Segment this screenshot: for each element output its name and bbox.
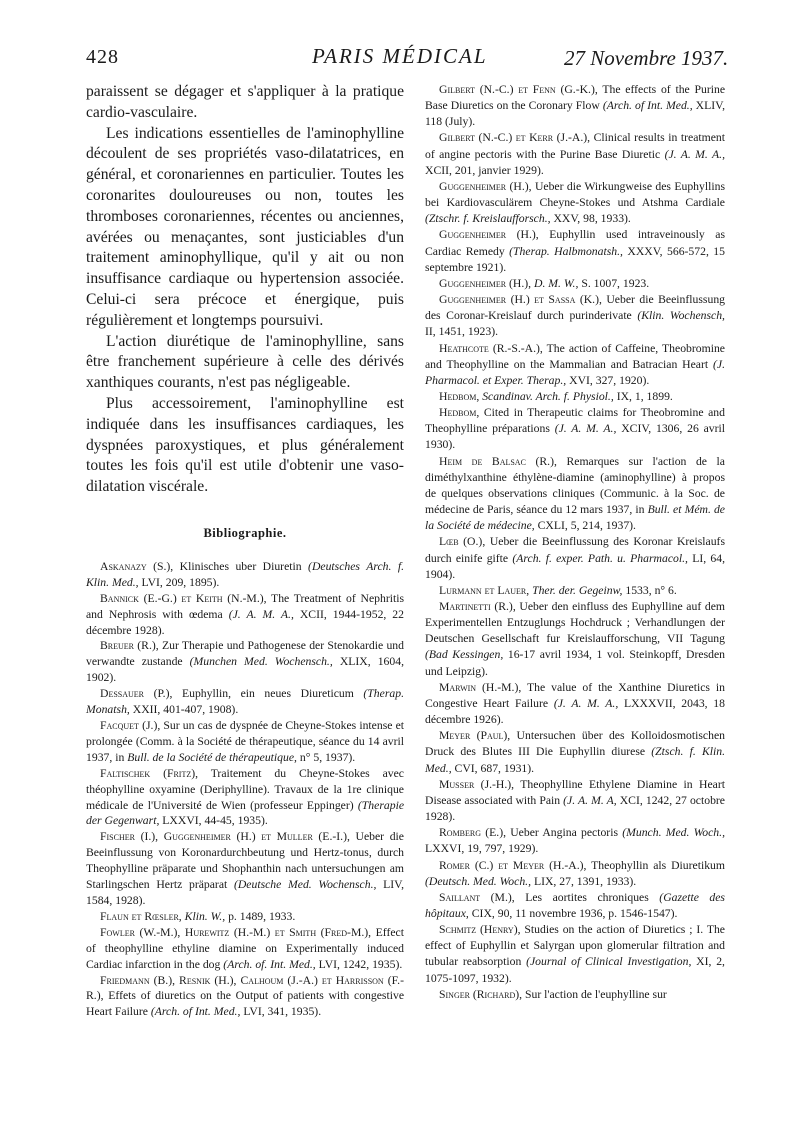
reference-text: Ueber die Wirkungweise des Euphyllins bei Kardiovasculärem Cheyne-Stokes und Atshma Cardiale bbox=[425, 179, 725, 210]
reference-entry bbox=[86, 686, 404, 718]
reference-author: Heathcote (R.-S.-A.), bbox=[439, 341, 543, 355]
reference-entry bbox=[425, 341, 725, 389]
reference-details: XXV, 98, 1933). bbox=[550, 212, 631, 226]
reference-text: Klinisches uber Diuretin bbox=[173, 559, 309, 573]
reference-text: The action of Caffeine, Theobromine and Theophylline on the Mammalian and Batracian Heart bbox=[425, 341, 725, 371]
reference-entry bbox=[425, 454, 725, 535]
reference-text: Traitement du Cheyne-Stokes avec théophylline oxyamine (Deriphylline). Travaux de la 1re clinique médicale de l'Université de Wien (professeur Eppinger) bbox=[86, 766, 404, 812]
body-paragraph: Plus accessoirement, l'aminophylline est indiquée dans les insuffisances cardiaques, les dyspnées paroxystiques, et plus généralement toutes les fois qu'il est utile d'obtenir une vaso-dilatation viscérale. bbox=[86, 394, 404, 496]
reference-source: (J. A. M. A, bbox=[563, 793, 617, 807]
reference-entry bbox=[425, 130, 725, 178]
reference-entry bbox=[425, 405, 725, 453]
reference-list-right bbox=[425, 82, 725, 1003]
reference-details: LIX, 27, 1391, 1933). bbox=[531, 874, 637, 888]
reference-source: (Bad Kessingen, bbox=[425, 648, 504, 662]
reference-author: Heim de Balsac (R.), bbox=[439, 454, 557, 468]
reference-source: Klin. W., bbox=[184, 909, 226, 923]
reference-details: LXXXVII, 2043, 18 décembre 1926). bbox=[425, 696, 725, 727]
bibliography-heading: Bibliographie. bbox=[203, 525, 287, 540]
reference-text: Euphyllin used intraveinously as Cardiac Remedy bbox=[425, 228, 726, 258]
reference-details: XCI, 1242, 27 octobre 1928). bbox=[425, 793, 725, 824]
reference-source: Ther. der. Gegeinw, bbox=[532, 583, 623, 597]
reference-entry bbox=[425, 890, 725, 922]
reference-author: Marwin (H.-M.), bbox=[439, 680, 522, 694]
reference-text: Ueber die Beeinflussung des Koronar Kreislaufs durch einife gifte bbox=[425, 535, 725, 565]
reference-entry bbox=[425, 599, 725, 680]
reference-source: (Munchen Med. Wochensch., bbox=[189, 655, 333, 669]
reference-text: Cited in Therapeutic claims for Theobromine and Theophylline préparations bbox=[425, 406, 725, 436]
reference-entry bbox=[86, 559, 404, 591]
reference-text: Ueber die Beeinflussung von Koronardurchbeutung und Hertz-tonus, durch Theophylline präparate und Shophanthin nach untersuchungen am Starlingschen Hertz präparat bbox=[86, 830, 404, 892]
reference-author: Guggenheimer (H.) et Sassa (K.), bbox=[439, 293, 602, 307]
reference-author: Guggenheimer (H.), bbox=[439, 228, 539, 242]
reference-source: (Deutsches Arch. f. Klin. Med., bbox=[86, 559, 405, 589]
reference-text: Euphyllin, ein neues Diureticum bbox=[172, 687, 364, 701]
reference-source: (Arch. of. Int. Med., bbox=[223, 957, 316, 971]
reference-text: Ueber die Beeinflussung des Coronar-Kreislauf durch purinderivate bbox=[425, 293, 726, 323]
body-paragraph: L'action diurétique de l'aminophylline, sans être franchement supérieure à celle des dérivés xanthiques courants, n'est pas négligeable. bbox=[86, 332, 404, 392]
reference-source: (Therapie der Gegenwart, bbox=[86, 798, 404, 828]
reference-source: (Deutsch. Med. Woch., bbox=[425, 874, 532, 888]
reference-source: (Therap. Halbmonatsh., bbox=[509, 244, 623, 258]
reference-author: Gilbert (N.-C.) et Kerr (J.-A.), bbox=[439, 131, 591, 145]
reference-entry bbox=[425, 987, 725, 1003]
reference-text: Zur Therapie und Pathogenese der Stenokardie und verwandte zustande bbox=[86, 639, 404, 669]
reference-author: Saillant (M.), bbox=[439, 890, 515, 904]
reference-details: 16-17 avril 1934, 1 vol. Steinkopff, Dresden und Leipzig). bbox=[425, 648, 725, 678]
reference-details: LIV, 1584, 1928). bbox=[86, 878, 405, 907]
reference-entry bbox=[425, 227, 725, 275]
reference-details: CVI, 687, 1931). bbox=[451, 761, 535, 775]
reference-text: Clinical results in treatment of angine pectoris with the Purine Base Diuretic bbox=[425, 131, 725, 161]
reference-details: II, 1451, 1923). bbox=[425, 325, 499, 339]
reference-source: (J. A. M. A., bbox=[228, 607, 294, 621]
reference-details: CXLI, 5, 214, 1937). bbox=[534, 519, 636, 533]
issue-date: 27 Novembre 1937. bbox=[564, 46, 729, 70]
reference-text: Les aortites chroniques bbox=[514, 890, 660, 904]
reference-entry bbox=[86, 973, 404, 1021]
reference-details: IX, 1, 1899. bbox=[613, 389, 673, 403]
reference-text: The value of the Xanthine Diuretics in Congestive Heart Failure bbox=[425, 680, 725, 710]
reference-source: (Arch. of Int. Med., bbox=[150, 1005, 241, 1019]
reference-details: LVI, 1242, 1935). bbox=[315, 957, 403, 971]
reference-author: Fowler (W.-M.), Hurewitz (H.-M.) et Smith (Fred-M.), bbox=[100, 925, 372, 939]
reference-entry bbox=[425, 825, 725, 857]
reference-details: LVI, 209, 1895). bbox=[138, 575, 220, 589]
reference-author: Meyer (Paul), bbox=[439, 729, 511, 743]
reference-text: Theophylline Ethylene Diamine in Heart Disease associated with Pain bbox=[425, 777, 725, 807]
reference-entry bbox=[425, 858, 725, 890]
reference-text: Untersuchen über des Kolloidosmotischen Druck des Blutes III Die Euphyllin diurese bbox=[425, 729, 725, 759]
reference-author: Fischer (I.), Guggenheimer (H.) et Muller (E.-I.), bbox=[100, 830, 350, 844]
reference-source: (Ztschr. f. Kreislaufforsch., bbox=[425, 212, 551, 226]
reference-source: (J. A. M. A., bbox=[553, 696, 619, 710]
reference-source: (Journal of Clinical Investigation, bbox=[526, 955, 692, 969]
reference-source: (Arch. of Int. Med., bbox=[602, 99, 693, 113]
reference-source: (Ztsch. f. Klin. Med., bbox=[425, 745, 725, 775]
reference-entry bbox=[425, 82, 725, 130]
reference-author: Friedmann (B.), Resnik (H.), Calhoum (J.-A.) et Harrisson (F.-R.), bbox=[86, 973, 404, 1003]
reference-text: Studies on the action of Diuretics ; I. The effect of Euphyllin et Salyrgan upon glomerular filtration and tubular reabsorption bbox=[425, 923, 725, 969]
reference-author: Romer (C.) et Meyer (H.-A.), bbox=[439, 858, 587, 872]
reference-author: Bannick (E.-G.) et Keith (N.-M.), bbox=[100, 591, 267, 605]
article-body bbox=[86, 82, 404, 498]
reference-entry bbox=[425, 583, 725, 599]
reference-author: Hedbom, bbox=[439, 389, 480, 403]
reference-entry bbox=[425, 534, 725, 582]
reference-entry bbox=[425, 728, 725, 776]
reference-details: p. 1489, 1933. bbox=[225, 909, 296, 923]
reference-details: LVI, 341, 1935). bbox=[240, 1005, 322, 1019]
body-paragraph: Les indications essentielles de l'aminophylline découlent de ses propriétés vaso-dilatatrices, en général, et coronariennes en particulier. Toutes les coronarites douloureuses ou non, toutes les thromboses coronariennes, récentes ou anciennes, avérées ou menaçantes, sont justiciables d'un traitement aminophyllique, qu'il y ait ou non insuffisance cardiaque ou hypertension associée. Celui-ci sera précoce et énergique, puis régulièrement et longtemps poursuivi. bbox=[86, 124, 404, 329]
reference-entry bbox=[425, 680, 725, 728]
reference-text: Sur un cas de dyspnée de Cheyne-Stokes intense et prolongée (Comm. à la Société de thérapeutique, séance du 14 avril 1937, in bbox=[86, 719, 405, 764]
reference-author: Flaun et Rœsler, bbox=[100, 909, 182, 923]
reference-entry bbox=[425, 292, 725, 340]
reference-entry bbox=[86, 829, 404, 909]
reference-text: The Treatment of Nephritis and Nephrosis with œdema bbox=[86, 591, 404, 621]
reference-author: Martinetti (R.), bbox=[439, 600, 516, 613]
reference-source: (J. A. M. A., bbox=[664, 147, 726, 161]
reference-entry bbox=[86, 591, 404, 639]
reference-details: XCIV, 1306, 26 avril 1930). bbox=[425, 422, 726, 452]
reference-details: LI, 64, 1904). bbox=[425, 551, 725, 581]
reference-source: Bull. et Mém. de la Société de médecine, bbox=[425, 503, 725, 533]
reference-author: Askanazy (S.), bbox=[100, 559, 174, 573]
reference-text: Ueber den einfluss des Euphylline auf dem Experimentellen Entzuglungs Hochdruck ; Verhandlungen der Deutschen Gesellschaft fur Kreislaufforschung, VII Tagung bbox=[425, 600, 725, 646]
reference-details: XCII, 201, janvier 1929). bbox=[425, 163, 544, 177]
reference-text: Remarques sur l'action de la diméthylxanthine éthylène-diamine (aminophylline) à propos de quelques observations cliniques (Communic. à la Soc. de médecine de Paris, séance du 12 mars 1937, in bbox=[425, 454, 725, 517]
reference-details: LXXVI, 19, 797, 1929). bbox=[425, 842, 539, 856]
reference-author: Singer (Richard), bbox=[439, 987, 523, 1001]
reference-text: The effects of the Purine Base Diuretics on the Coronary Flow bbox=[425, 83, 726, 113]
reference-details: S. 1007, 1923. bbox=[578, 276, 650, 290]
reference-text: Effect of theophylline ethyline diamine on Experimentally induced Cardiac infarction in the dog bbox=[86, 925, 404, 971]
reference-source: (Arch. f. exper. Path. u. Pharmacol., bbox=[512, 551, 688, 565]
body-paragraph: paraissent se dégager et s'appliquer à la pratique cardio-vasculaire. bbox=[86, 83, 404, 121]
reference-entry bbox=[425, 389, 725, 405]
reference-entry bbox=[425, 276, 725, 292]
reference-entry bbox=[425, 179, 725, 227]
reference-details: CIX, 90, 11 novembre 1936, p. 1546-1547). bbox=[468, 906, 678, 920]
page-number: 428 bbox=[86, 46, 119, 68]
reference-source: (Munch. Med. Woch., bbox=[622, 826, 725, 840]
reference-author: Romberg (E.), bbox=[439, 826, 507, 840]
reference-author: Lœb (O.), bbox=[439, 535, 486, 549]
reference-author: Facquet (J.), bbox=[100, 719, 161, 732]
reference-author: Faltischek (Fritz), bbox=[100, 766, 199, 780]
reference-list-left bbox=[86, 559, 404, 1020]
reference-entry bbox=[86, 925, 404, 973]
reference-source: (Therap. Monatsh, bbox=[86, 687, 404, 717]
left-column bbox=[86, 82, 404, 1020]
reference-author: Guggenheimer (H.), bbox=[439, 276, 532, 290]
right-column bbox=[425, 82, 725, 1003]
reference-details: XVI, 327, 1920). bbox=[566, 373, 650, 387]
reference-author: Guggenheimer (H.), bbox=[439, 179, 532, 193]
reference-source: (Gazette des hôpitaux, bbox=[425, 890, 725, 920]
reference-text: Effets of diuretics on the Output of patients with congestive Heart Failure bbox=[86, 989, 404, 1019]
reference-details: XLIX, 1604, 1902). bbox=[86, 655, 404, 685]
reference-details: n° 5, 1937). bbox=[296, 750, 356, 764]
reference-source: (J. A. M. A., bbox=[554, 422, 617, 436]
reference-author: Musser (J.-H.), bbox=[439, 777, 515, 791]
reference-details: XXXV, 566-572, 15 septembre 1921). bbox=[425, 244, 725, 274]
reference-source: Bull. de la Société de thérapeutique, bbox=[127, 750, 297, 764]
reference-source: (Klin. Wochensch, bbox=[637, 309, 725, 323]
reference-author: Lurmann et Lauer, bbox=[439, 583, 530, 597]
reference-source: (J. Pharmacol. et Exper. Therap., bbox=[425, 357, 725, 387]
reference-details: XI, 2, 1075-1097, 1932). bbox=[425, 955, 725, 985]
reference-entry bbox=[86, 638, 404, 686]
reference-author: Gilbert (N.-C.) et Fenn (G.-K.), bbox=[439, 83, 598, 96]
reference-entry bbox=[86, 766, 404, 830]
reference-entry bbox=[425, 922, 725, 987]
reference-details: XXII, 401-407, 1908). bbox=[129, 703, 239, 717]
reference-source: Scandinav. Arch. f. Physiol., bbox=[482, 389, 614, 403]
reference-author: Dessauer (P.), bbox=[100, 687, 173, 701]
reference-source: (Deutsche Med. Wochensch., bbox=[233, 878, 377, 892]
reference-text: Sur l'action de l'euphylline sur bbox=[522, 987, 667, 1001]
reference-author: Hedbom, bbox=[439, 406, 480, 420]
reference-text: Theophyllin als Diuretikum bbox=[586, 858, 725, 872]
journal-title: PARIS MÉDICAL bbox=[312, 44, 488, 68]
reference-entry bbox=[86, 909, 404, 925]
reference-author: Schmitz (Henry), bbox=[439, 923, 521, 937]
reference-details: LXXVI, 44-45, 1935). bbox=[159, 814, 268, 828]
reference-details: XLIV, 118 (July). bbox=[425, 99, 725, 129]
reference-text: Ueber Angina pectoris bbox=[506, 826, 623, 840]
reference-details: XCII, 1944-1952, 22 décembre 1928). bbox=[86, 607, 404, 637]
reference-details: 1533, n° 6. bbox=[622, 583, 677, 597]
reference-entry bbox=[425, 777, 725, 825]
reference-source: D. M. W., bbox=[534, 276, 579, 290]
reference-author: Breuer (R.), bbox=[100, 639, 159, 653]
reference-entry bbox=[86, 718, 404, 766]
